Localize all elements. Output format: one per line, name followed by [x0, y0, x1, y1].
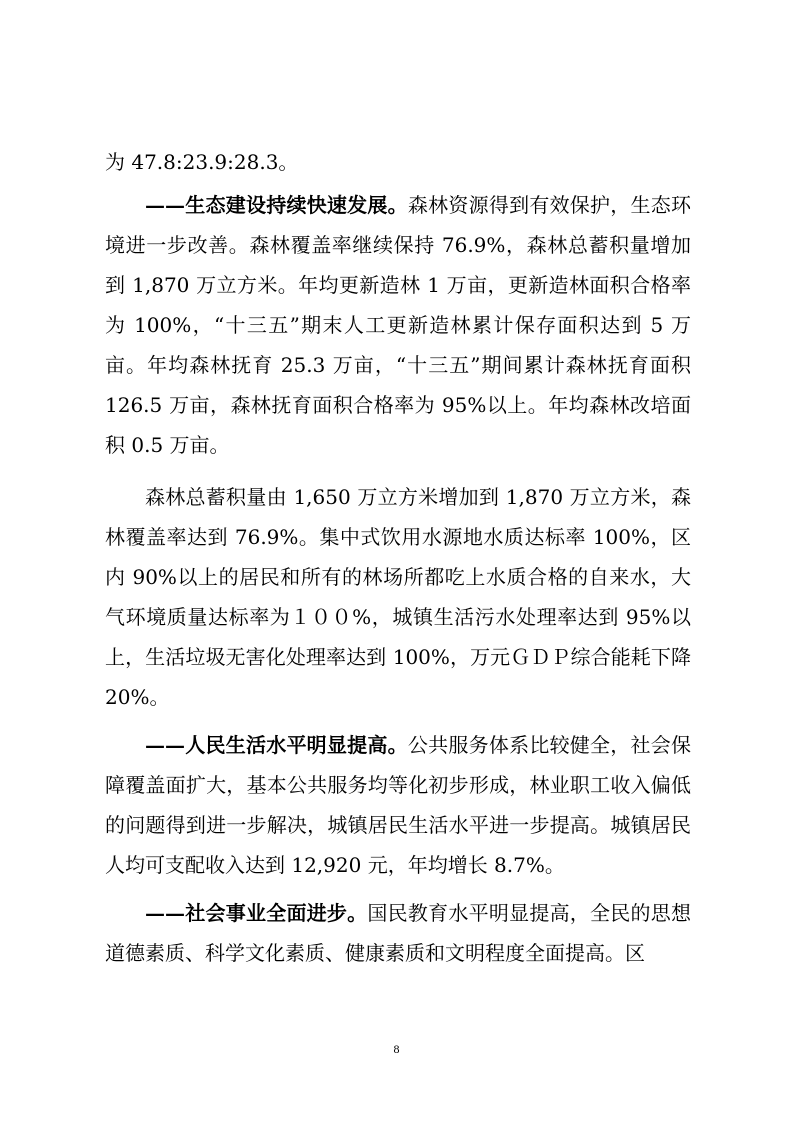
paragraph-forest-stock	[105, 477, 691, 717]
paragraph-living-standards	[105, 725, 691, 885]
paragraph-text: 森林总蓄积量由 1,650 万立方米增加到 1,870 万立方米，森林覆盖率达到 76.9%。集中式饮用水源地水质达标率 100%，区内 90%以上的居民和所有的林场所都吃上水质合格的自来水，大气环境质量达标率为１００%，城镇生活污水处理率达到 95%以上，生活垃圾无害化处理率达到 100%，万元ＧＤＰ综合能耗下降 20%。	[105, 485, 691, 709]
page-number: 8	[393, 1042, 400, 1056]
paragraph-text: 国民教育水平明显提高，全民的思想道德素质、科学文化素质、健康素质和文明程度全面提高。区	[105, 901, 692, 965]
paragraph-ecological-construction	[105, 185, 691, 465]
paragraph-heading: ——生态建设持续快速发展。	[145, 193, 408, 217]
paragraph-heading: ——人民生活水平明显提高。	[145, 733, 408, 757]
paragraph-social-progress	[105, 893, 691, 973]
paragraph-text: 为 47.8:23.9:28.3。	[105, 150, 299, 174]
paragraph-heading: ——社会事业全面进步。	[145, 901, 368, 925]
paragraph-text: 森林资源得到有效保护，生态环境进一步改善。森林覆盖率继续保持 76.9%，森林总蓄积量增加到 1,870 万立方米。年均更新造林 1 万亩，更新造林面积合格率为 100%，“十三五”期末人工更新造林累计保存面积达到 5 万亩。年均森林抚育 25.3 万亩，“十三五”期间累计森林抚育面积 126.5 万亩，森林抚育面积合格率为 95%以上。年均森林改培面积 0.5 万亩。	[105, 193, 692, 457]
paragraph-ratio-continuation	[105, 142, 691, 182]
paragraph-text: 公共服务体系比较健全，社会保障覆盖面扩大，基本公共服务均等化初步形成，林业职工收入偏低的问题得到进一步解决，城镇居民生活水平进一步提高。城镇居民人均可支配收入达到 12,920 元，年均增长 8.7%。	[105, 733, 692, 877]
